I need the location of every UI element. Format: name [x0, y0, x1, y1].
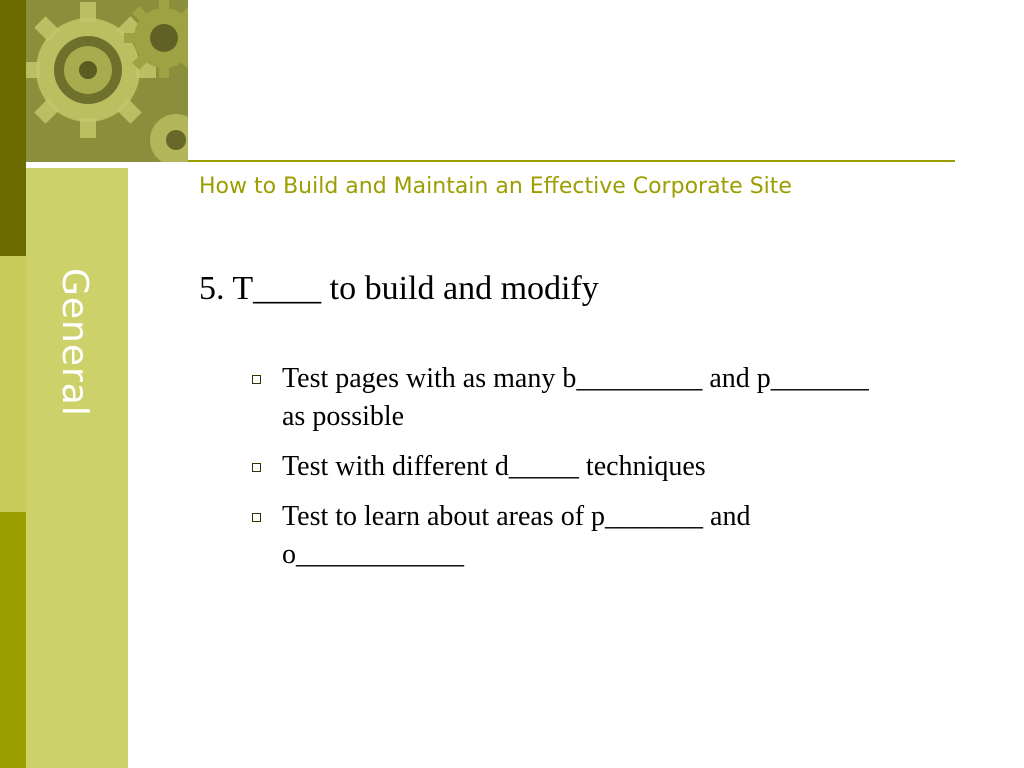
left-strip-olive — [0, 512, 26, 768]
bullet-item — [250, 448, 890, 486]
square-bullet-icon — [252, 463, 261, 472]
sidebar-panel — [26, 168, 128, 768]
bullet-list — [250, 360, 890, 586]
gear-header-image — [26, 0, 188, 162]
header-rule — [188, 160, 955, 162]
square-bullet-icon — [252, 375, 261, 384]
left-strip-light — [0, 256, 26, 512]
bullet-item — [250, 360, 890, 436]
sidebar-divider — [26, 164, 128, 168]
left-strip-dark — [0, 0, 26, 256]
bullet-text: Test pages with as many b_________ and p_______ as possible — [282, 363, 869, 432]
bullet-text: Test to learn about areas of p_______ and o____________ — [282, 501, 751, 570]
bullet-item — [250, 498, 890, 574]
square-bullet-icon — [252, 513, 261, 522]
section-label: General — [54, 268, 95, 417]
bullet-text: Test with different d_____ techniques — [282, 451, 706, 482]
slide-title: How to Build and Maintain an Effective Corporate Site — [199, 174, 792, 199]
gear-icon — [26, 0, 188, 162]
main-heading: 5. T____ to build and modify — [199, 270, 599, 307]
